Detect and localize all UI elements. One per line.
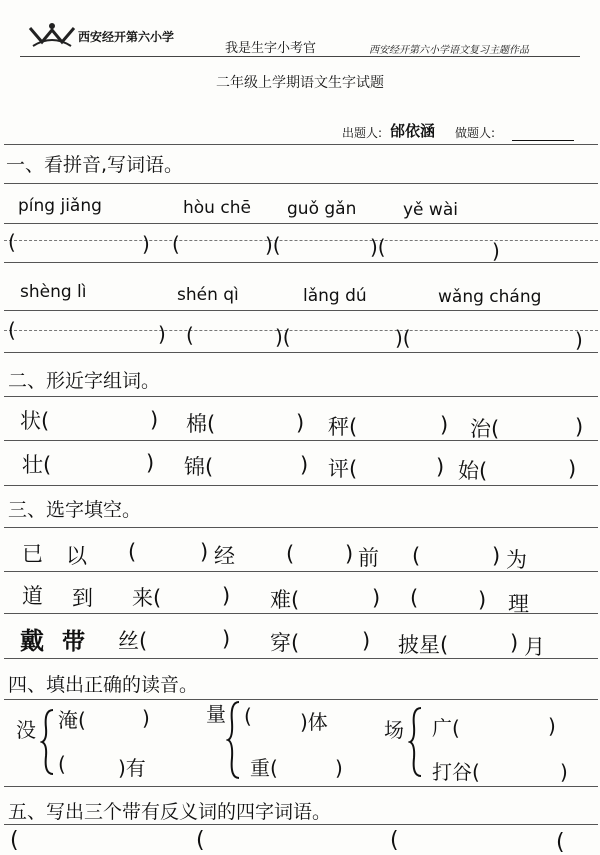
brace-icon [226, 700, 242, 780]
choice-char: 已 [22, 542, 43, 566]
header-collection: 西安经开第六小学语文复习主题作品 [369, 45, 529, 56]
rule [4, 527, 598, 528]
rule [4, 824, 598, 825]
fill-word: 经 [214, 544, 235, 568]
answer-paren[interactable]: ( [8, 230, 16, 254]
rule [4, 699, 598, 700]
answer-paren[interactable]: ( [390, 828, 399, 853]
word-item: 始( [458, 459, 488, 483]
fill-word: 理 [508, 592, 529, 616]
pinyin-1: píng jiǎng [18, 196, 102, 216]
fill-paren[interactable]: ) [222, 627, 231, 651]
reading-item: 打谷( [432, 760, 480, 784]
fill-paren[interactable]: ) [478, 588, 487, 612]
answer-paren[interactable]: ( [556, 830, 565, 855]
answer-paren[interactable]: ( [8, 318, 16, 342]
reading-paren[interactable]: ) [335, 756, 343, 780]
reading-item: 淹( [58, 708, 86, 732]
school-logo-text: 西安经开第六小学 [78, 30, 175, 44]
fill-paren[interactable]: ( [286, 542, 295, 566]
answer-paren[interactable]: ) [492, 239, 500, 263]
reading-item: )体 [300, 710, 328, 734]
rule [4, 786, 598, 787]
rule [4, 223, 598, 224]
polyphone-char: 场 [384, 718, 404, 742]
word-item: 状( [20, 409, 50, 433]
author-name: 邰依涵 [390, 122, 436, 140]
choice-char: 以 [66, 544, 87, 568]
rule [4, 262, 598, 263]
answer-paren[interactable]: ) [575, 328, 583, 352]
rule [4, 485, 598, 486]
reading-paren[interactable]: ) [560, 760, 568, 784]
solver-blank[interactable] [512, 140, 574, 141]
rule [4, 310, 598, 311]
choice-char: 带 [62, 629, 85, 655]
polyphone-char: 没 [16, 718, 36, 742]
fill-paren[interactable]: ( [412, 544, 421, 568]
polyphone-char: 量 [206, 702, 226, 726]
fill-word: 穿( [270, 631, 300, 655]
rule [4, 144, 598, 145]
fill-paren[interactable]: ) [362, 629, 371, 653]
school-logo-icon [27, 20, 77, 50]
reading-paren[interactable]: ( [244, 704, 252, 728]
word-item: 评( [328, 457, 358, 481]
choice-char: 到 [72, 586, 93, 610]
word-paren[interactable]: ) [296, 411, 305, 435]
answer-paren[interactable]: ( [196, 828, 205, 853]
reading-item: 重( [250, 756, 278, 780]
solver-label: 做题人: [455, 126, 496, 140]
pinyin-3: guǒ gǎn [287, 199, 357, 219]
fill-paren[interactable]: ) [222, 584, 231, 608]
rule [4, 183, 598, 184]
word-item: 棉( [186, 412, 216, 436]
fill-paren[interactable]: ) [510, 631, 519, 655]
header-motto: 我是生字小考官 [225, 41, 317, 56]
pinyin-4: yě wài [403, 200, 458, 220]
reading-paren[interactable]: ) [548, 714, 556, 738]
word-paren[interactable]: ) [436, 455, 445, 479]
answer-paren[interactable]: ( [172, 232, 180, 256]
word-paren[interactable]: ) [568, 457, 577, 481]
reading-item: 广( [432, 716, 460, 740]
word-item: 壮( [22, 453, 52, 477]
rule [4, 613, 598, 614]
rule [4, 240, 598, 241]
author-label: 出题人: [342, 126, 383, 140]
word-paren[interactable]: ) [440, 413, 449, 437]
fill-word: 丝( [118, 629, 148, 653]
pinyin-2: hòu chē [183, 198, 251, 218]
fill-paren[interactable]: ) [345, 542, 354, 566]
fill-paren[interactable]: ( [128, 540, 137, 564]
answer-paren[interactable]: ) [158, 322, 166, 346]
fill-word: 披星( [398, 633, 449, 657]
rule [4, 440, 598, 441]
reading-paren[interactable]: ) [142, 706, 150, 730]
word-paren[interactable]: ) [146, 451, 155, 475]
fill-word: 难( [270, 588, 300, 612]
answer-paren[interactable]: ) [142, 232, 150, 256]
reading-paren[interactable]: ( [58, 752, 66, 776]
choice-char: 道 [22, 584, 43, 608]
rule [4, 330, 598, 331]
choice-char: 戴 [20, 627, 44, 655]
word-item: 锦( [184, 455, 214, 479]
rule [4, 352, 598, 353]
pinyin-8: wǎng cháng [438, 287, 542, 307]
page-title: 二年级上学期语文生字试题 [216, 75, 384, 91]
word-paren[interactable]: ) [575, 415, 584, 439]
header-rule [20, 56, 580, 57]
brace-icon [40, 708, 56, 776]
brace-icon [408, 706, 424, 778]
fill-word: 前 [358, 546, 379, 570]
rule [4, 396, 598, 397]
pinyin-7: lǎng dú [303, 286, 367, 306]
word-item: 秤( [328, 415, 358, 439]
fill-paren[interactable]: ( [410, 586, 419, 610]
word-item: 治( [470, 417, 500, 441]
word-paren[interactable]: ) [150, 408, 159, 432]
reading-item: )有 [118, 756, 146, 780]
fill-paren[interactable]: ) [200, 540, 209, 564]
fill-paren[interactable]: ) [372, 586, 381, 610]
word-paren[interactable]: ) [300, 453, 309, 477]
rule [4, 658, 598, 659]
fill-word: 来( [132, 586, 162, 610]
pinyin-6: shén qì [177, 285, 239, 305]
answer-paren[interactable]: )( [370, 235, 386, 259]
section1-heading: 一、看拼音,写词语。 [6, 154, 184, 176]
section3-heading: 三、选字填空。 [8, 499, 142, 521]
fill-word: 为 [506, 548, 527, 572]
rule [4, 571, 598, 572]
pinyin-5: shèng lì [20, 282, 87, 302]
section2-heading: 二、形近字组词。 [8, 370, 161, 392]
answer-paren[interactable]: )( [265, 233, 281, 257]
answer-paren[interactable]: ( [10, 828, 19, 853]
section4-heading: 四、填出正确的读音。 [8, 674, 199, 696]
section5-heading: 五、写出三个带有反义词的四字词语。 [8, 801, 332, 823]
answer-paren[interactable]: )( [395, 326, 411, 350]
answer-paren[interactable]: ( [186, 323, 194, 347]
answer-paren[interactable]: )( [275, 325, 291, 349]
fill-paren[interactable]: ) [492, 544, 501, 568]
fill-word: 月 [524, 635, 545, 659]
